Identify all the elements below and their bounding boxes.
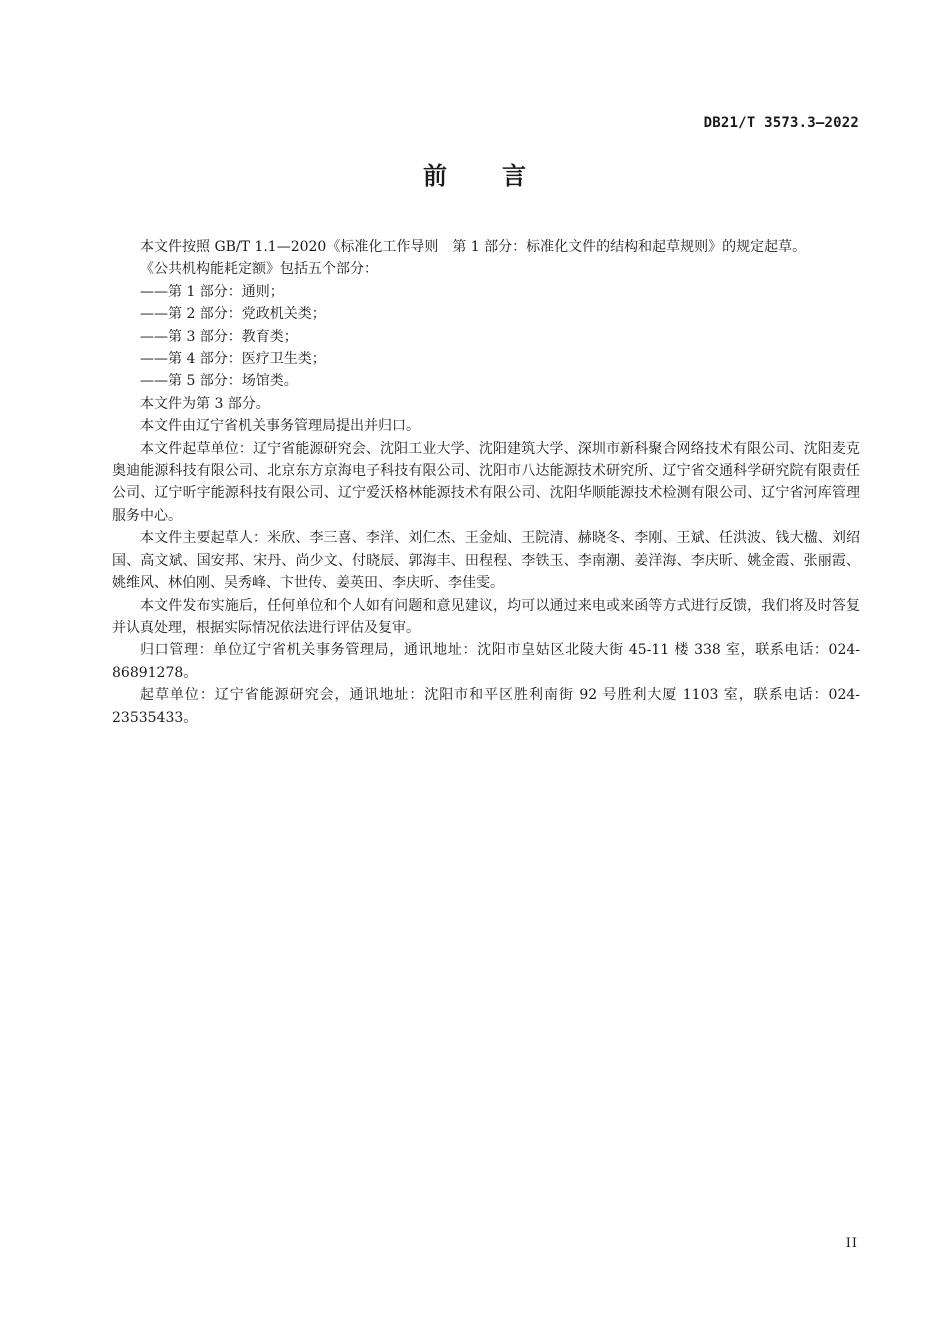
paragraph-drafting-contact: 起草单位：辽宁省能源研究会，通讯地址：沈阳市和平区胜利南街 92 号胜利大厦 1103 室，联系电话：024-23535433。 (112, 687, 860, 726)
list-item: ——第 2 部分：党政机关类； (140, 306, 326, 323)
list-item: ——第 1 部分：通则； (140, 283, 284, 300)
list-item: ——第 3 部分：教育类； (140, 328, 298, 345)
foreword-body (112, 236, 860, 729)
list-item: ——第 4 部分：医疗卫生类； (140, 351, 326, 368)
page-number: II (845, 1236, 858, 1251)
paragraph-drafting-units: 本文件起草单位：辽宁省能源研究会、沈阳工业大学、沈阳建筑大学、深圳市新科聚合网络技术有限公司、沈阳麦克奥迪能源科技有限公司、北京东方京海电子科技有限公司、沈阳市八达能源技术研究所、辽宁省交通科学研究院有限责任公司、辽宁昕宇能源科技有限公司、辽宁爱沃格林能源技术有限公司、沈阳华顺能源技术检测有限公司、辽宁省河库管理服务中心。 (112, 440, 860, 524)
paragraph-parts-intro: 《公共机构能耗定额》包括五个部分： (140, 261, 378, 278)
paragraph-management-contact: 归口管理：单位辽宁省机关事务管理局，通讯地址：沈阳市皇姑区北陵大街 45-11 楼 338 室，联系电话：024-86891278。 (112, 642, 860, 681)
page-title (0, 156, 950, 191)
paragraph-feedback: 本文件发布实施后，任何单位和个人如有问题和意见建议，均可以通过来电或来函等方式进行反馈，我们将及时答复并认真处理，根据实际情况依法进行评估及复审。 (112, 597, 860, 636)
paragraph-drafting-rule: 本文件按照 GB/T 1.1—2020《标准化工作导则 第 1 部分：标准化文件的结构和起草规则》的规定起草。 (140, 239, 807, 255)
title-char-2: 言 (502, 162, 527, 190)
paragraph-proposer: 本文件由辽宁省机关事务管理局提出并归口。 (140, 418, 420, 435)
paragraph-drafters: 本文件主要起草人：米欣、李三喜、李洋、刘仁杰、王金灿、王院清、赫晓冬、李刚、王斌、任洪波、钱大楹、刘绍国、高文斌、国安邦、宋丹、尚少文、付晓辰、郭海丰、田程程、李铁玉、李南潮、姜洋海、李庆昕、姚金霞、张丽霞、姚维风、林伯刚、吴秀峰、卞世传、姜英田、李庆昕、李佳雯。 (112, 530, 860, 592)
standard-number: DB21/T 3573.3—2022 (703, 115, 859, 131)
list-item: ——第 5 部分：场馆类。 (140, 373, 298, 390)
title-char-1: 前 (423, 162, 448, 190)
paragraph-part-number: 本文件为第 3 部分。 (140, 395, 270, 412)
